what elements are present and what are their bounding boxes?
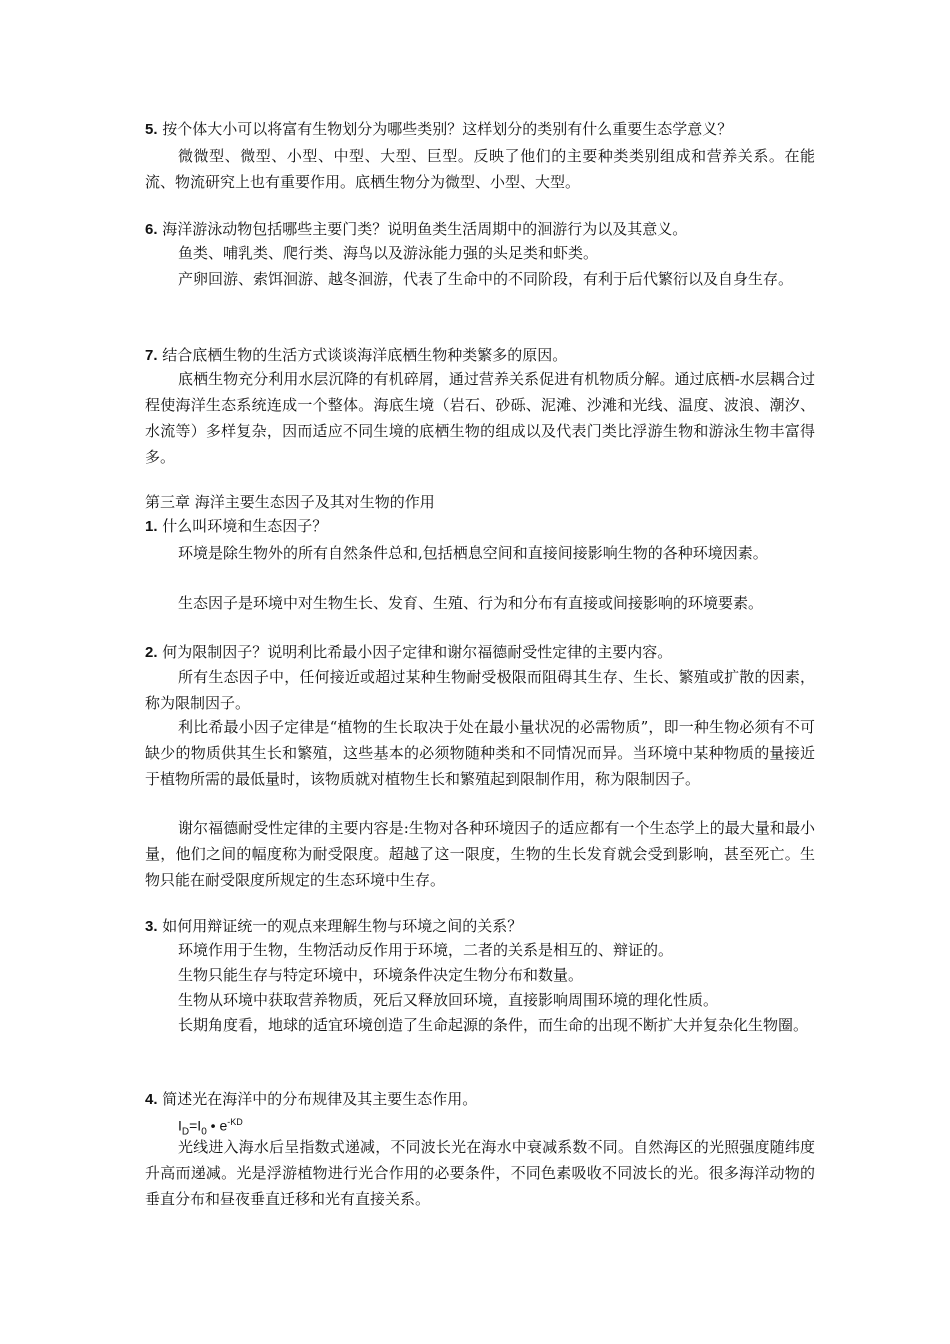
answer-paragraph: 生物只能生存与特定环境中，环境条件决定生物分布和数量。 [178, 966, 584, 984]
answer-paragraph: 鱼类、哺乳类、爬行类、海鸟以及游泳能力强的头足类和虾类。 [178, 244, 599, 262]
question-2 [145, 640, 815, 665]
question-number: 2. [145, 644, 158, 661]
light-attenuation-formula: $I_D=I_0$ • $e^{-KD}$ [178, 1117, 243, 1138]
question-7 [145, 343, 815, 368]
question-text: 简述光在海洋中的分布规律及其主要生态作用。 [162, 1090, 478, 1108]
question-text: 如何用辩证统一的观点来理解生物与环境之间的关系？ [162, 917, 523, 935]
question-number: 5. [145, 121, 158, 138]
question-text: 什么叫环境和生态因子？ [162, 517, 328, 535]
question-text: 何为限制因子？说明利比希最小因子定律和谢尔福德耐受性定律的主要内容。 [162, 643, 673, 661]
question-number: 1. [145, 518, 158, 535]
question-number: 4. [145, 1091, 158, 1108]
answer-paragraph: 生态因子是环境中对生物生长、发育、生殖、行为和分布有直接或间接影响的环境要素。 [178, 594, 764, 612]
question-number: 3. [145, 918, 158, 935]
question-number: 6. [145, 221, 158, 238]
answer-paragraph: 生物从环境中获取营养物质，死后又释放回环境，直接影响周围环境的理化性质。 [178, 991, 719, 1009]
answer-paragraph: 光线进入海水后呈指数式递减，不同波长光在海水中衰减系数不同。自然海区的光照强度随纬度升高而递减。光是浮游植物进行光合作用的必要条件，不同色素吸收不同波长的光。很多海洋动物的垂直分布和昼夜垂直迁移和光有直接关系。 [145, 1138, 815, 1208]
answer-paragraph: 产卵回游、索饵洄游、越冬洄游，代表了生命中的不同阶段，有利于后代繁衍以及自身生存。 [178, 270, 794, 288]
chapter-title: 第三章 海洋主要生态因子及其对生物的作用 [145, 493, 435, 511]
question-text: 海洋游泳动物包括哪些主要门类？说明鱼类生活周期中的洄游行为以及其意义。 [162, 220, 688, 238]
question-1 [145, 514, 815, 539]
answer-paragraph: 底栖生物充分利用水层沉降的有机碎屑，通过营养关系促进有机物质分解。通过底栖-水层耦合过程使海洋生态系统连成一个整体。海底生境（岩石、砂砾、泥滩、沙滩和光线、温度、波浪、潮汐、水流等）多样复杂，因而适应不同生境的底栖生物的组成以及代表门类比浮游生物和游泳生物丰富得多。 [145, 370, 815, 466]
answer-paragraph: 所有生态因子中，任何接近或超过某种生物耐受极限而阻碍其生存、生长、繁殖或扩散的因素，称为限制因子。 [145, 668, 815, 712]
question-5 [145, 117, 815, 142]
question-6 [145, 217, 815, 242]
question-3 [145, 914, 815, 939]
answer-paragraph: 环境是除生物外的所有自然条件总和,包括栖息空间和直接间接影响生物的各种环境因素。 [178, 544, 768, 562]
question-number: 7. [145, 347, 158, 364]
answer-paragraph: 微微型、微型、小型、中型、大型、巨型。反映了他们的主要种类类别组成和营养关系。在能流、物流研究上也有重要作用。底栖生物分为微型、小型、大型。 [145, 147, 815, 191]
question-text: 按个体大小可以将富有生物划分为哪些类别？这样划分的类别有什么重要生态学意义？ [162, 120, 733, 138]
answer-paragraph: 谢尔福德耐受性定律的主要内容是:生物对各种环境因子的适应都有一个生态学上的最大量和最小量，他们之间的幅度称为耐受限度。超越了这一限度，生物的生长发育就会受到影响，甚至死亡。生物只能在耐受限度所规定的生态环境中生存。 [145, 819, 815, 889]
question-text: 结合底栖生物的生活方式谈谈海洋底栖生物种类繁多的原因。 [162, 346, 568, 364]
answer-paragraph: 利比希最小因子定律是“植物的生长取决于处在最小量状况的必需物质”，即一种生物必须有不可缺少的物质供其生长和繁殖，这些基本的必须物随种类和不同情况而异。当环境中某种物质的量接近于植物所需的最低量时，该物质就对植物生长和繁殖起到限制作用，称为限制因子。 [145, 718, 815, 788]
answer-paragraph: 环境作用于生物，生物活动反作用于环境，二者的关系是相互的、辩证的。 [178, 941, 674, 959]
question-4 [145, 1087, 815, 1112]
answer-paragraph: 长期角度看，地球的适宜环境创造了生命起源的条件，而生命的出现不断扩大并复杂化生物圈。 [178, 1016, 809, 1034]
